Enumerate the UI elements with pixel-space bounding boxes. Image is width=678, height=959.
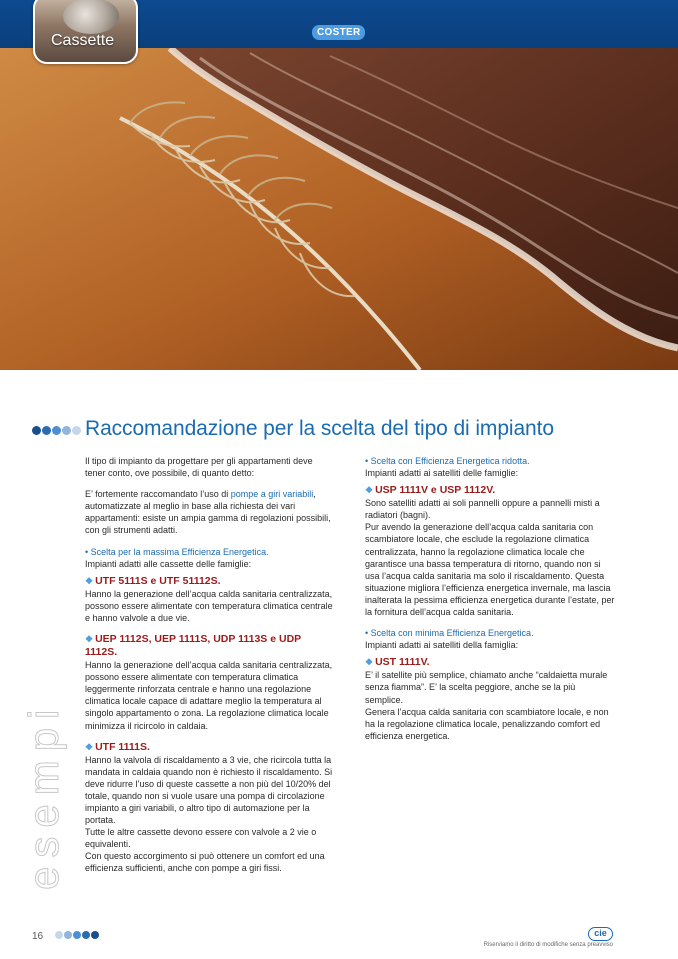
choice-subtitle: Impianti adatti ai satelliti della famiglia: [365, 640, 519, 651]
choice-title: • Scelta con minima Efficienza Energetica. [365, 628, 534, 639]
ust-detail: Genera l’acqua calda sanitaria con scambiatore locale, e non ha la regolazione climatica locale, penalizzando comfort ed efficienza energetica. [365, 706, 609, 741]
heading-dot [72, 426, 81, 435]
product-title-text: UEP 1112S, UEP 1111S, UDP 1113S e UDP 1112S. [85, 633, 301, 659]
choice-reduced-efficiency [365, 455, 615, 479]
page-title: Raccomandazione per la scelta del tipo di impianto [85, 417, 554, 440]
brand-badge: COSTER [312, 25, 365, 40]
right-column [365, 455, 615, 742]
usp-detail: Pur avendo la generazione dell’acqua calda sanitaria con scambiatore locale, che esclude la regolazione climatica centralizzata, hanno la regolazione climatica locale che garantisce una bassa temperatura di ritorno, quando non si usa l’acqua calda sanitaria ma solo il riscaldamento. Questa situazione migliora l’efficienza energetica invernale, ma lascia inalterata la pessima efficienza energetica durante l’estate, per la fornitura dell’acqua calda sanitaria. [365, 522, 615, 618]
product-title [85, 741, 335, 754]
product-title-text: UTF 5111S e UTF 51112S. [95, 574, 221, 587]
side-watermark-text: esempi [20, 705, 67, 890]
product-text: Hanno la generazione dell’acqua calda sanitaria centralizzata, possono essere alimentate con temperatura climatica leggermente rinforzata centrale e hanno una regolazione climatica locale capace di adattare meglio la temperatura al singolo appartamento o zona. La regolazione climatica locale minimizza il ricircolo in caldaia. [85, 660, 333, 731]
side-watermark [18, 705, 70, 890]
product-title-text: UST 1111V. [375, 656, 430, 669]
section-tab[interactable] [33, 0, 138, 64]
product-text: Hanno la valvola di riscaldamento a 3 vie, che ricircola tutta la mandata in caldaia quando non è richiesto il riscaldamento. Si deve ridurre l’uso di queste cassette a non più del 10/20% del totale, quando non si vuole usare una pompa di circolazione impianto a giri variabili, o altro tipo di automazione per la portata. [85, 754, 333, 826]
heading-dot [62, 426, 71, 435]
choice-title: • Scelta per la massima Efficienza Energetica. [85, 546, 269, 557]
product-title-text: UTF 1111S. [95, 740, 150, 753]
recommendation-highlight: pompe a giri variabili [230, 489, 314, 500]
valve-note: Tutte le altre cassette devono essere con valvole a 2 vie o equivalenti. [85, 827, 317, 850]
footer-dot [91, 931, 99, 939]
recommendation-pre: E’ fortemente raccomandato l’uso di [85, 489, 231, 500]
footer-dot [73, 931, 81, 939]
page-number: 16 [32, 931, 44, 942]
product-title [85, 575, 335, 588]
choice-title: • Scelta con Efficienza Energetica ridotta. [365, 456, 530, 466]
footer-dot [64, 931, 72, 939]
heading-dot [32, 426, 41, 435]
intro-text: Il tipo di impianto da progettare per gli appartamenti deve tener conto, ove possibile, di quanto detto: [85, 456, 313, 479]
product-block-ust [365, 656, 615, 705]
recommendation-post: , automatizzate al meglio in base alla richiesta dei vari appartamenti: esiste un ampia gamma di regolazioni possibili, con gli strumenti adatti. [85, 489, 331, 536]
choice-subtitle: Impianti adatti alle cassette delle famiglie: [85, 558, 252, 569]
product-block-uep [85, 633, 335, 732]
product-block-utf5111 [85, 575, 335, 624]
product-text: Sono satelliti adatti ai soli pannelli oppure a pannelli misti a radiatori (bagni). [365, 498, 600, 521]
footer-dot [55, 931, 63, 939]
product-text: E’ il satellite più semplice, chiamato anche “caldaietta murale senza fiamma”. E’ la scelta peggiore, anche se la più semplice. [365, 670, 608, 705]
beach-palm-frond-icon [0, 48, 678, 370]
left-column [85, 455, 335, 875]
comfort-note: Con questo accorgimento si può ottenere un comfort ed una efficienza sufficienti, anche con pompe a giri fissi. [85, 851, 325, 874]
rights-notice: Riserviamo il diritto di modifiche senza preavviso [483, 942, 613, 948]
diamond-bullet-icon: ❖ [85, 634, 94, 645]
product-text: Hanno la generazione dell’acqua calda sanitaria centralizzata, possono essere alimentate con temperatura climatica centrale e hanno valvole a due vie. [85, 588, 333, 623]
section-tab-label: Cassette [51, 32, 115, 49]
tab-image [63, 0, 119, 34]
footer-dot [82, 931, 90, 939]
heading-dot [42, 426, 51, 435]
diamond-bullet-icon: ❖ [365, 657, 374, 668]
product-title [85, 633, 335, 659]
product-block-usp [365, 484, 615, 521]
footer-dots [55, 931, 99, 939]
choice-subtitle: Impianti adatti ai satelliti delle famiglie: [365, 468, 519, 479]
recommendation-text [85, 488, 335, 536]
company-logo: cie [588, 927, 613, 941]
product-block-utf1111 [85, 741, 335, 827]
product-title [365, 484, 615, 497]
choice-max-efficiency [85, 546, 335, 570]
diamond-bullet-icon: ❖ [85, 575, 94, 586]
diamond-bullet-icon: ❖ [365, 485, 374, 496]
heading-dots [32, 426, 81, 436]
choice-min-efficiency [365, 627, 615, 651]
heading-dot [52, 426, 61, 435]
product-title [365, 656, 615, 669]
product-title-text: USP 1111V e USP 1112V. [375, 484, 496, 497]
diamond-bullet-icon: ❖ [85, 741, 94, 752]
hero-photo [0, 48, 678, 370]
